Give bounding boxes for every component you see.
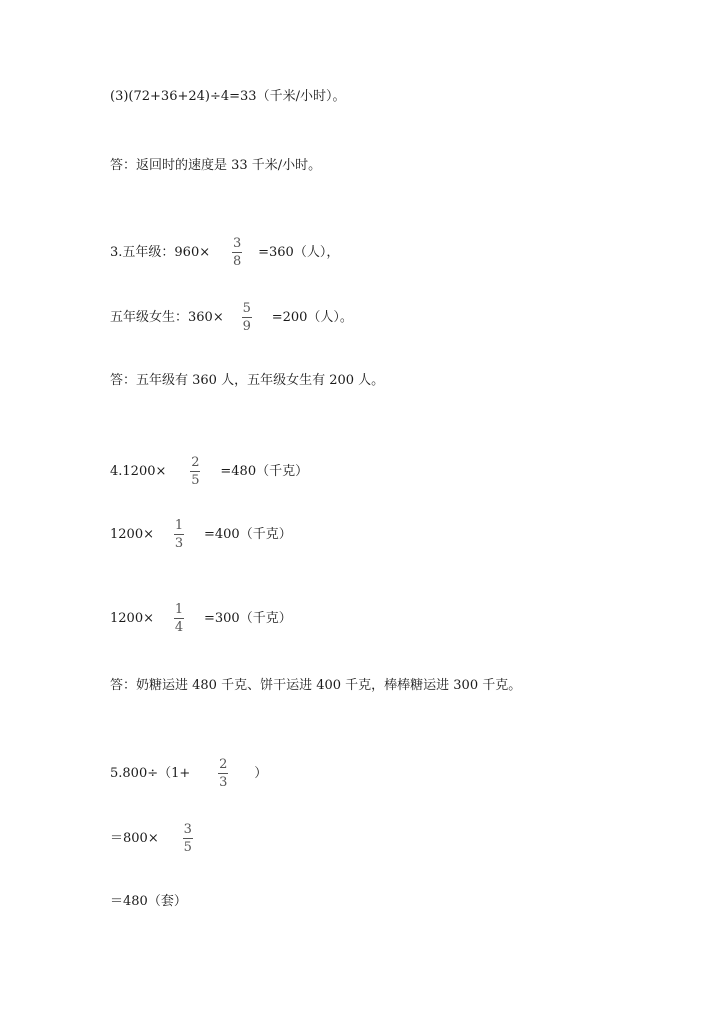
equation-text: ＝480（套） <box>110 894 187 909</box>
fraction <box>232 236 242 269</box>
fraction <box>183 822 193 855</box>
equation-prefix: 5.800÷（1+ <box>110 765 191 781</box>
fraction <box>242 301 252 334</box>
equation-prefix: 4.1200× <box>110 463 167 479</box>
solution-line <box>110 88 345 106</box>
equation-prefix: 1200× <box>110 526 154 542</box>
answer-text: 答：奶糖运进 480 千克、饼干运进 400 千克，棒棒糖运进 300 千克。 <box>110 678 522 693</box>
solution-line <box>110 301 353 334</box>
equation-suffix: =360（人）， <box>258 244 340 260</box>
solution-line <box>110 455 308 488</box>
equation-suffix: ） <box>254 765 268 781</box>
fraction-bar <box>190 471 200 472</box>
answer-text: 答：五年级有 360 人，五年级女生有 200 人。 <box>110 373 385 388</box>
equation-text: (3)(72+36+24)÷4=33（千米/小时）。 <box>110 89 346 104</box>
numerator: 2 <box>219 757 228 772</box>
equation-suffix: =400（千克） <box>203 526 292 542</box>
fraction <box>174 518 184 551</box>
answer-line <box>110 372 384 390</box>
equation-prefix: 五年级女生：360× <box>110 309 224 325</box>
numerator: 2 <box>191 455 200 470</box>
equation-suffix: =480（千克） <box>220 463 309 479</box>
equation-prefix: 3.五年级：960× <box>110 244 211 260</box>
fraction-bar <box>232 252 242 253</box>
denominator: 3 <box>219 775 228 790</box>
equation-prefix: 1200× <box>110 610 154 626</box>
numerator: 1 <box>174 602 184 617</box>
answer-line <box>110 157 321 175</box>
denominator: 3 <box>174 536 184 551</box>
equation-suffix: =200（人）。 <box>271 309 353 325</box>
fraction-bar <box>183 838 193 839</box>
answer-line <box>110 677 521 695</box>
solution-line <box>110 518 292 551</box>
denominator: 9 <box>242 319 251 334</box>
answer-text: 答：返回时的速度是 33 千米/小时。 <box>110 158 322 173</box>
solution-line <box>110 602 292 635</box>
fraction-bar <box>174 618 184 619</box>
solution-line <box>110 236 339 269</box>
numerator: 3 <box>183 822 192 837</box>
denominator: 4 <box>174 620 184 635</box>
solution-line <box>110 822 199 855</box>
denominator: 5 <box>183 840 192 855</box>
equation-prefix: ＝800× <box>110 830 159 846</box>
fraction <box>190 455 200 488</box>
equation-suffix: =300（千克） <box>203 610 292 626</box>
denominator: 8 <box>232 254 242 269</box>
numerator: 1 <box>174 518 184 533</box>
denominator: 5 <box>191 473 200 488</box>
fraction-bar <box>242 317 252 318</box>
fraction <box>174 602 184 635</box>
fraction-bar <box>218 773 228 774</box>
numerator: 3 <box>232 236 242 251</box>
solution-line <box>110 757 267 790</box>
fraction <box>218 757 228 790</box>
fraction-bar <box>174 534 184 535</box>
solution-line <box>110 893 187 911</box>
numerator: 5 <box>242 301 251 316</box>
